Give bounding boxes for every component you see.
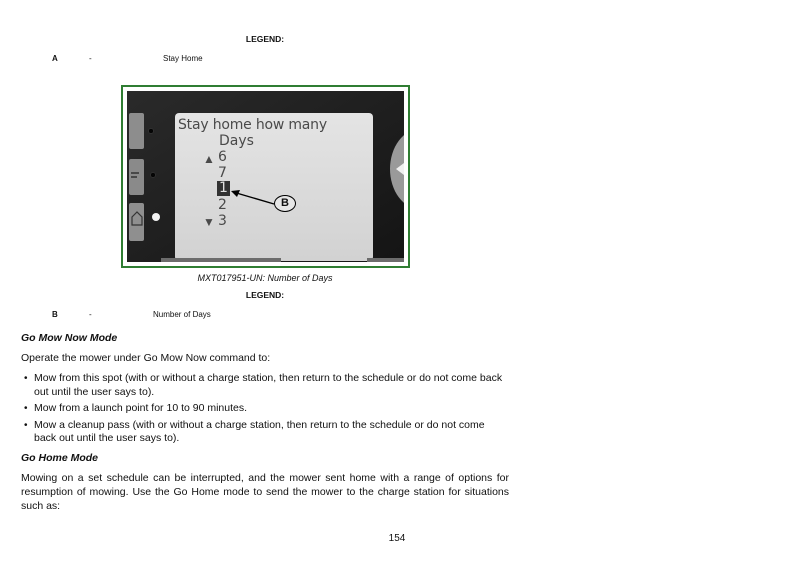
- legend-description-a: Stay Home: [163, 54, 203, 63]
- list-item: [21, 419, 507, 446]
- display-photo: [127, 91, 404, 262]
- section-heading-go-home: Go Home Mode: [21, 452, 99, 464]
- bullet-icon: •: [24, 373, 28, 384]
- list-item-text: Mow a cleanup pass (with or without a charge station, then return to the schedule or do not come back out until the user says to).: [34, 418, 485, 444]
- callout-b: B: [274, 195, 296, 212]
- list-item-text: Mow from this spot (with or without a charge station, then return to the schedule or do not come back out until the user says to).: [34, 372, 503, 398]
- go-mow-now-intro: Operate the mower under Go Mow Now command to:: [21, 352, 271, 364]
- lcd-value-6: 6: [218, 149, 227, 165]
- lcd-line-2: Days: [219, 133, 254, 149]
- page-number: 154: [388, 533, 406, 544]
- callout-arrow: [127, 91, 404, 262]
- figure-frame: [121, 85, 410, 268]
- go-home-paragraph: Mowing on a set schedule can be interrupted, and the mower sent home with a range of options for resumption of mowing. Use the Go Home mode to send the mower to the charge station for situations such as:: [21, 472, 509, 512]
- legend-title-top: LEGEND:: [245, 34, 285, 44]
- legend-dash-a: -: [89, 54, 92, 63]
- section-heading-go-mow-now: Go Mow Now Mode: [21, 332, 118, 344]
- down-arrow-icon: ▼: [203, 215, 215, 229]
- list-item: [21, 372, 507, 399]
- legend-title-bottom: LEGEND:: [245, 290, 285, 300]
- lcd-line-1: Stay home how many: [178, 117, 327, 133]
- go-mow-now-list: [21, 372, 507, 449]
- list-item: [21, 402, 507, 416]
- legend-key-a: A: [52, 54, 58, 63]
- bullet-icon: •: [24, 403, 28, 414]
- lcd-value-7: 7: [218, 165, 227, 181]
- list-item-text: Mow from a launch point for 10 to 90 minutes.: [34, 402, 248, 414]
- legend-key-b: B: [52, 310, 58, 319]
- bullet-icon: •: [24, 419, 28, 431]
- lcd-value-2: 2: [218, 197, 227, 213]
- lcd-value-3: 3: [218, 213, 227, 229]
- lcd-value-selected: 1: [219, 180, 228, 196]
- up-arrow-icon: ▲: [203, 152, 215, 166]
- legend-dash-b: -: [89, 310, 92, 319]
- figure-caption: MXT017951-UN: Number of Days: [197, 273, 333, 283]
- legend-description-b: Number of Days: [153, 310, 211, 319]
